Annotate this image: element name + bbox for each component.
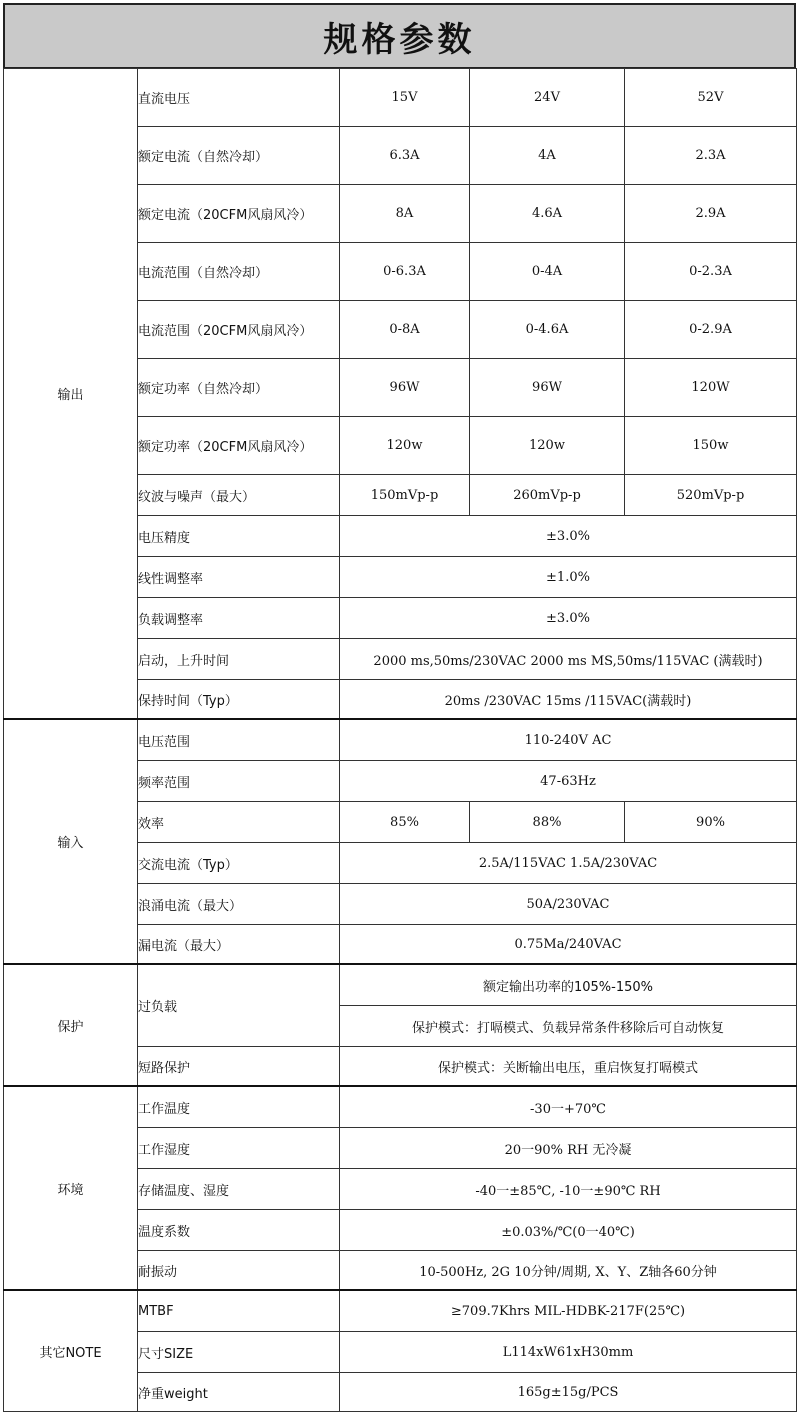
row-label: 负载调整率 xyxy=(138,598,340,639)
row-label: 短路保护 xyxy=(138,1047,340,1087)
value-cell: 88% xyxy=(470,802,625,843)
row-label: 线性调整率 xyxy=(138,557,340,598)
value-cell: 0-2.9A xyxy=(625,301,797,359)
row-label: 直流电压 xyxy=(138,69,340,127)
value-cell: 24V xyxy=(470,69,625,127)
row-label: 存储温度、湿度 xyxy=(138,1169,340,1210)
row-label: 过负载 xyxy=(138,964,340,1047)
value-cell: 110-240V AC xyxy=(340,719,797,761)
value-cell: 90% xyxy=(625,802,797,843)
value-cell: 520mVp-p xyxy=(625,475,797,516)
row-label: 浪涌电流（最大） xyxy=(138,884,340,925)
row-label: 额定功率（自然冷却） xyxy=(138,359,340,417)
row-label: 频率范围 xyxy=(138,761,340,802)
value-cell: 165g±15g/PCS xyxy=(340,1373,797,1412)
value-cell: 15V xyxy=(340,69,470,127)
row-label: 工作湿度 xyxy=(138,1128,340,1169)
value-cell: 120w xyxy=(340,417,470,475)
value-cell: 20一90% RH 无冷凝 xyxy=(340,1128,797,1169)
value-cell: 2.5A/115VAC 1.5A/230VAC xyxy=(340,843,797,884)
value-cell: 额定输出功率的105%-150% xyxy=(340,964,797,1006)
page-title-bar xyxy=(3,3,796,69)
category-protection: 保护 xyxy=(4,964,138,1086)
row-label: 效率 xyxy=(138,802,340,843)
value-cell: 0-4.6A xyxy=(470,301,625,359)
row-label: 额定功率（20CFM风扇风冷） xyxy=(138,417,340,475)
table-row xyxy=(4,69,797,127)
value-cell: 96W xyxy=(340,359,470,417)
value-cell: 85% xyxy=(340,802,470,843)
row-label: 漏电流（最大） xyxy=(138,925,340,965)
value-cell: 50A/230VAC xyxy=(340,884,797,925)
row-label: 交流电流（Typ） xyxy=(138,843,340,884)
value-cell: 150w xyxy=(625,417,797,475)
value-cell: 4.6A xyxy=(470,185,625,243)
row-label: 保持时间（Typ） xyxy=(138,680,340,720)
category-other: 其它NOTE xyxy=(4,1290,138,1412)
value-cell: ±3.0% xyxy=(340,516,797,557)
row-label: 启动，上升时间 xyxy=(138,639,340,680)
value-cell: 47-63Hz xyxy=(340,761,797,802)
value-cell: 20ms /230VAC 15ms /115VAC(满载时) xyxy=(340,680,797,720)
value-cell: ±0.03%/℃(0一40℃) xyxy=(340,1210,797,1251)
value-cell: ≥709.7Khrs MIL-HDBK-217F(25℃) xyxy=(340,1290,797,1332)
value-cell: L114xW61xH30mm xyxy=(340,1332,797,1373)
value-cell: 0-2.3A xyxy=(625,243,797,301)
table-row xyxy=(4,964,797,1006)
row-label: 纹波与噪声（最大） xyxy=(138,475,340,516)
row-label: 电流范围（自然冷却） xyxy=(138,243,340,301)
table-row xyxy=(4,1290,797,1332)
row-label: 耐振动 xyxy=(138,1251,340,1291)
value-cell: 96W xyxy=(470,359,625,417)
category-environment: 环境 xyxy=(4,1086,138,1290)
row-label: 净重weight xyxy=(138,1373,340,1412)
row-label: 额定电流（自然冷却） xyxy=(138,127,340,185)
value-cell: 保护模式：关断输出电压，重启恢复打嗝模式 xyxy=(340,1047,797,1087)
value-cell: 0-4A xyxy=(470,243,625,301)
value-cell: 52V xyxy=(625,69,797,127)
row-label: 电流范围（20CFM风扇风冷） xyxy=(138,301,340,359)
table-row xyxy=(4,719,797,761)
value-cell: 10-500Hz, 2G 10分钟/周期, X、Y、Z轴各60分钟 xyxy=(340,1251,797,1291)
row-label: 温度系数 xyxy=(138,1210,340,1251)
value-cell: 120w xyxy=(470,417,625,475)
row-label: 尺寸SIZE xyxy=(138,1332,340,1373)
row-label: 电压范围 xyxy=(138,719,340,761)
value-cell: ±1.0% xyxy=(340,557,797,598)
row-label: 额定电流（20CFM风扇风冷） xyxy=(138,185,340,243)
page-title: 规格参数 xyxy=(323,19,476,60)
value-cell: 2.3A xyxy=(625,127,797,185)
value-cell: 120W xyxy=(625,359,797,417)
table-row xyxy=(4,1086,797,1128)
row-label: MTBF xyxy=(138,1290,340,1332)
value-cell: 260mVp-p xyxy=(470,475,625,516)
value-cell: 2000 ms,50ms/230VAC 2000 ms MS,50ms/115VAC (满载时) xyxy=(340,639,797,680)
value-cell: -30一+70℃ xyxy=(340,1086,797,1128)
row-label: 电压精度 xyxy=(138,516,340,557)
category-input: 输入 xyxy=(4,719,138,964)
value-cell: 4A xyxy=(470,127,625,185)
value-cell: 保护模式：打嗝模式、负载异常条件移除后可自动恢复 xyxy=(340,1006,797,1047)
value-cell: 2.9A xyxy=(625,185,797,243)
value-cell: 0-6.3A xyxy=(340,243,470,301)
value-cell: 0.75Ma/240VAC xyxy=(340,925,797,965)
spec-table xyxy=(3,68,797,1412)
value-cell: 8A xyxy=(340,185,470,243)
value-cell: 150mVp-p xyxy=(340,475,470,516)
value-cell: 6.3A xyxy=(340,127,470,185)
category-output: 输出 xyxy=(4,69,138,720)
value-cell: ±3.0% xyxy=(340,598,797,639)
row-label: 工作温度 xyxy=(138,1086,340,1128)
value-cell: 0-8A xyxy=(340,301,470,359)
value-cell: -40一±85℃, -10一±90℃ RH xyxy=(340,1169,797,1210)
